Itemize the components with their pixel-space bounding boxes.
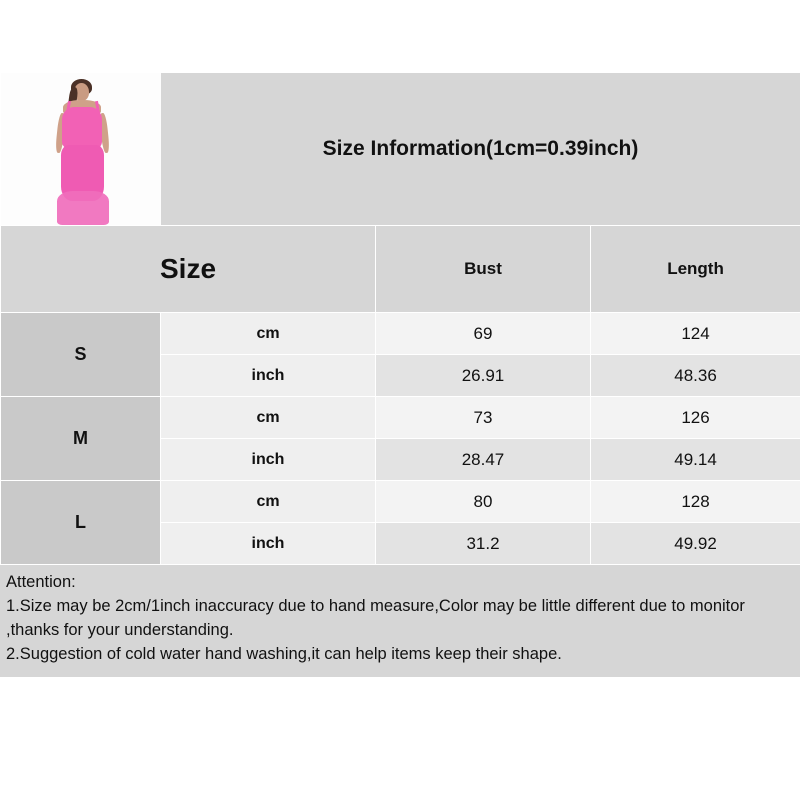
attention-block: [0, 565, 800, 677]
size-label-s: S: [1, 313, 161, 397]
unit-label: cm: [161, 313, 376, 355]
size-chart-sheet: [0, 72, 800, 677]
size-information-table: [0, 72, 800, 565]
table-row: [1, 481, 800, 523]
length-value: 48.36: [591, 355, 800, 397]
column-header-row: [1, 226, 800, 313]
attention-line-1: 1.Size may be 2cm/1inch inaccuracy due to hand measure,Color may be little different due to monitor ,thanks for your understanding.: [6, 596, 745, 639]
length-value: 124: [591, 313, 800, 355]
unit-label: inch: [161, 523, 376, 565]
bust-value: 80: [376, 481, 591, 523]
header-length: Length: [591, 226, 800, 313]
unit-label: cm: [161, 397, 376, 439]
table-row: [1, 397, 800, 439]
table-row: [1, 313, 800, 355]
dress-hem: [57, 191, 109, 225]
header-size: Size: [1, 226, 376, 313]
length-value: 126: [591, 397, 800, 439]
bust-value: 69: [376, 313, 591, 355]
product-photo-cell: [1, 73, 161, 226]
length-value: 49.14: [591, 439, 800, 481]
chart-title: Size Information(1cm=0.39inch): [161, 73, 800, 226]
attention-line-2: 2.Suggestion of cold water hand washing,it can help items keep their shape.: [6, 644, 562, 663]
bust-value: 73: [376, 397, 591, 439]
model-photo: [1, 73, 161, 225]
bust-value: 26.91: [376, 355, 591, 397]
length-value: 49.92: [591, 523, 800, 565]
bust-value: 31.2: [376, 523, 591, 565]
header-bust: Bust: [376, 226, 591, 313]
dress-bodice: [62, 107, 102, 149]
title-row: [1, 73, 800, 226]
attention-heading: Attention:: [6, 573, 76, 591]
unit-label: cm: [161, 481, 376, 523]
size-label-l: L: [1, 481, 161, 565]
bust-value: 28.47: [376, 439, 591, 481]
size-label-m: M: [1, 397, 161, 481]
unit-label: inch: [161, 355, 376, 397]
unit-label: inch: [161, 439, 376, 481]
length-value: 128: [591, 481, 800, 523]
